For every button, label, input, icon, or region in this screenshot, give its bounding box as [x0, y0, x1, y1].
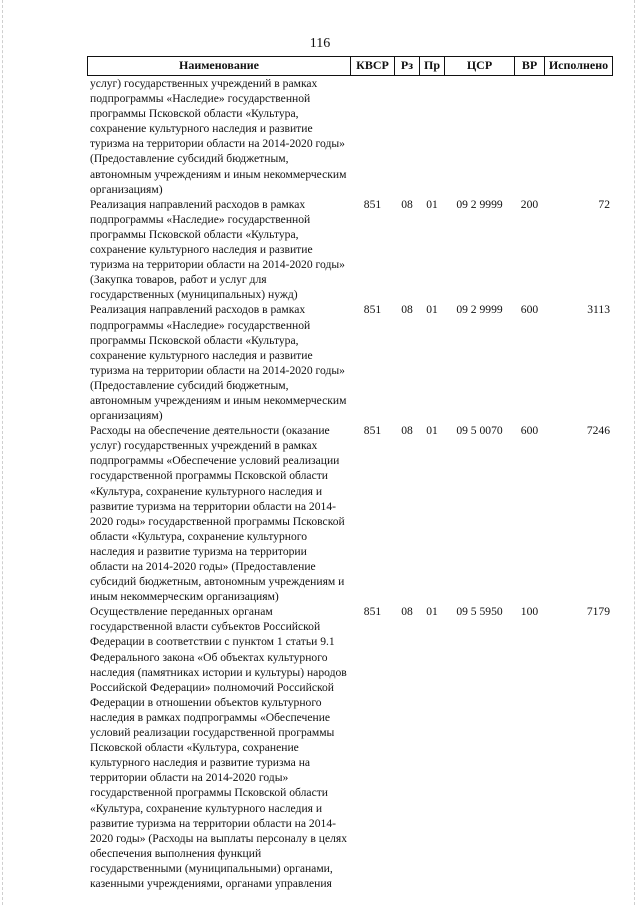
row-rz: 08 [401, 197, 413, 211]
table-row [88, 197, 613, 303]
row-csr: 09 5 5950 [456, 605, 503, 619]
table-row [88, 302, 613, 423]
table-header-row [88, 57, 613, 76]
row-vr: 600 [520, 303, 539, 317]
row-rz: 08 [401, 424, 413, 438]
row-kvsr: 851 [363, 424, 382, 438]
row-csr [445, 76, 515, 197]
table-row [88, 604, 613, 891]
expenditure-table [87, 56, 613, 891]
row-csr: 09 5 0070 [456, 424, 503, 438]
row-vr: 200 [520, 197, 539, 211]
header-kvsr: КВСР [351, 57, 395, 76]
row-name: Расходы на обеспечение деятельности (оказание услуг) государственных учреждений в рамках подпрограммы «Обеспечение условий реализации государственной программы Псковской области «Культура, сохранение культурного наследия и развитие туризма на территории области на 2014-2020 годы» государственной программы Псковской области «Культура, сохранение культурного наследия и развитие туризма на территории области на 2014-2020 годы» (Предоставление субсидий бюджетным, автономным учреждениям и иным некоммерческим организациям) [90, 424, 345, 604]
row-vr [515, 76, 545, 197]
header-vr: ВР [515, 57, 545, 76]
row-name: Реализация направлений расходов в рамках подпрограммы «Наследие» государственной программы Псковской области «Культура, сохранение культурного наследия и развитие туризма на территории области на 2014-2020 годы» (Предоставление субсидий бюджетным, автономным учреждениям и иным некоммерческим организациям) [90, 303, 347, 423]
row-rz: 08 [401, 605, 413, 619]
scan-edge-right [634, 0, 636, 905]
row-pr: 01 [426, 197, 438, 211]
row-name: Осуществление переданных органам государственной власти субъектов Российской Федерации в соответствии с пунктом 1 статьи 9.1 Федерального закона «Об объектах культурного наследия (памятниках истории и культуры) народов Российской Федерации» полномочий Российской Федерации в отношении объектов культурного наследия в рамках подпрограммы «Обеспечение условий реализации государственной программы Псковской области «Культура, сохранение культурного наследия и развитие туризма на территории области на 2014-2020 годы» государственной программы Псковской области «Культура, сохранение культурного наследия и развитие туризма на территории области на 2014-2020 годы» (Расходы на выплаты персоналу в целях обеспечения выполнения функций государственными (муниципальными) органами, казенными учреждениями, органами управления [90, 605, 348, 890]
row-pr: 01 [426, 605, 438, 619]
row-vr: 600 [520, 424, 539, 438]
row-pr: 01 [426, 303, 438, 317]
row-pr: 01 [426, 424, 438, 438]
row-name: Реализация направлений расходов в рамках подпрограммы «Наследие» государственной программы Псковской области «Культура, сохранение культурного наследия и развитие туризма на территории области на 2014-2020 годы» (Закупка товаров, работ и услуг для государственных (муниципальных) нужд) [90, 197, 345, 302]
row-pr [420, 76, 445, 197]
page-number: 116 [309, 36, 331, 51]
row-executed: 3113 [587, 303, 610, 317]
table-row [88, 76, 613, 197]
scan-edge-left [2, 0, 4, 905]
row-kvsr [351, 76, 395, 197]
header-name: Наименование [88, 57, 351, 76]
row-vr: 100 [520, 605, 539, 619]
row-kvsr: 851 [363, 197, 382, 211]
header-csr: ЦСР [445, 57, 515, 76]
row-rz: 08 [401, 303, 413, 317]
row-csr: 09 2 9999 [456, 303, 503, 317]
row-executed: 7179 [586, 605, 610, 619]
header-rz: Рз [395, 57, 420, 76]
row-kvsr: 851 [363, 605, 382, 619]
row-rz [395, 76, 420, 197]
table-row [88, 423, 613, 604]
row-executed: 72 [598, 197, 610, 211]
row-executed [545, 76, 613, 197]
header-executed: Исполнено [545, 57, 613, 76]
row-csr: 09 2 9999 [456, 197, 503, 211]
header-pr: Пр [420, 57, 445, 76]
row-name: услуг) государственных учреждений в рамках подпрограммы «Наследие» государственной программы Псковской области «Культура, сохранение культурного наследия и развитие туризма на территории области на 2014-2020 годы» (Предоставление субсидий бюджетным, автономным учреждениям и иным некоммерческим организациям) [90, 77, 347, 196]
row-executed: 7246 [586, 424, 610, 438]
row-kvsr: 851 [363, 303, 382, 317]
